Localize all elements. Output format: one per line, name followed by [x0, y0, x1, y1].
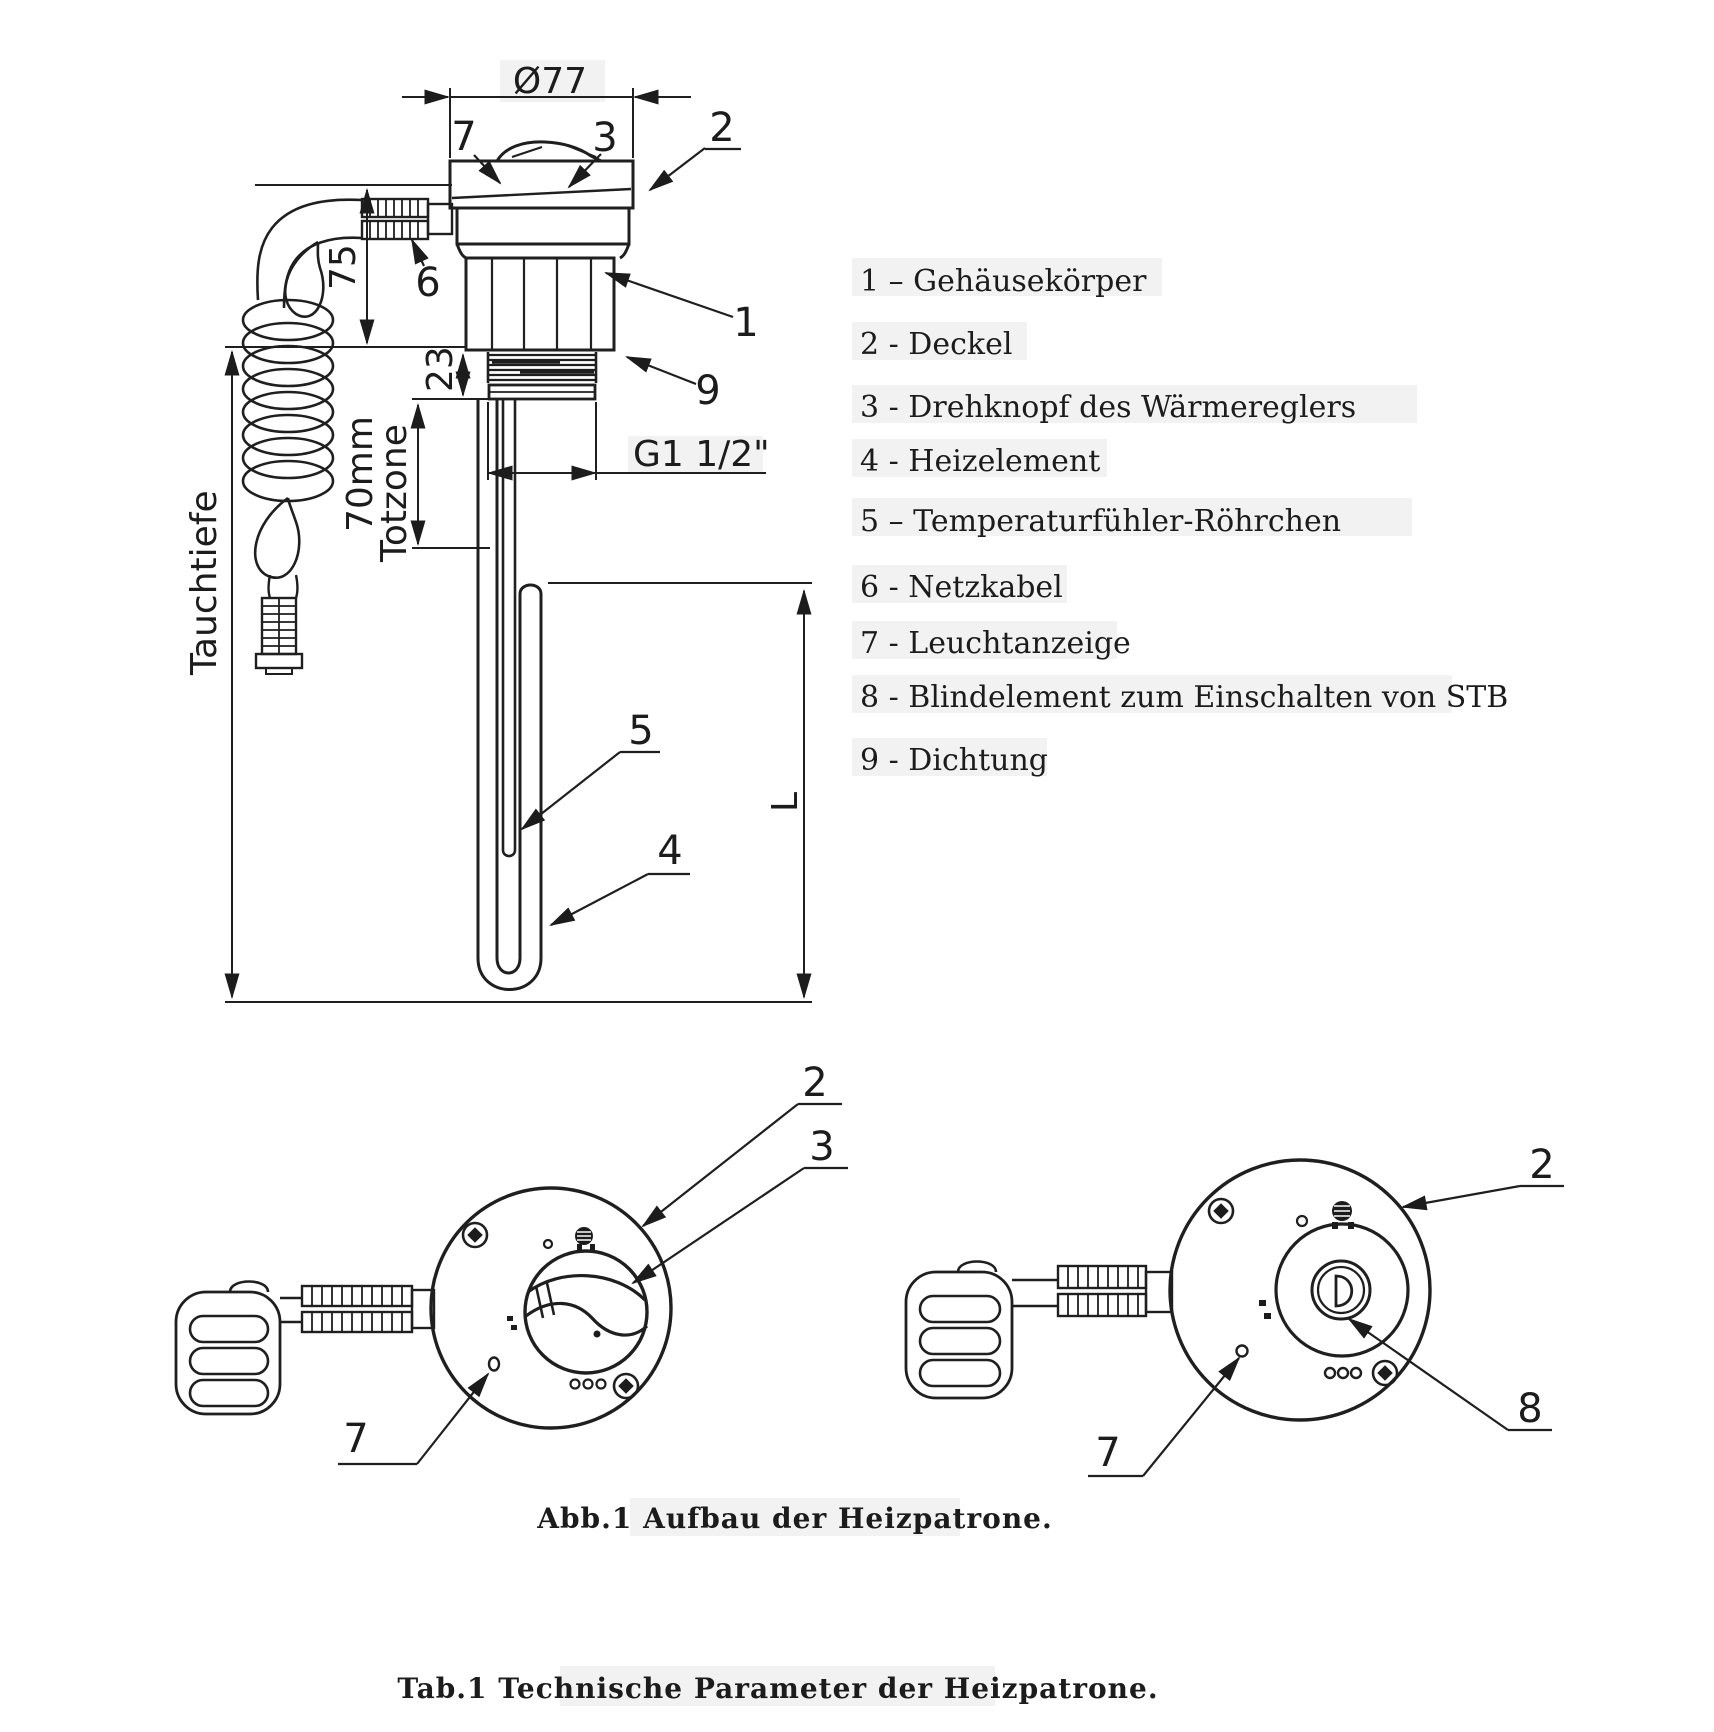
table-caption: Tab.1 Technische Parameter der Heizpatrone.: [397, 1672, 1159, 1705]
legend-item-1: 1 – Gehäusekörper: [860, 264, 1147, 299]
mold-mark: [544, 1240, 552, 1248]
svg-text:7: 7: [1095, 1430, 1121, 1476]
dim-thread-height: [420, 346, 463, 395]
svg-text:8: 8: [1517, 1386, 1543, 1432]
seal-gasket: [489, 385, 595, 399]
svg-text:7: 7: [451, 114, 477, 160]
legend-item-8: 8 - Blindelement zum Einschalten von STB: [860, 680, 1509, 715]
mains-plug-bottom-right: [906, 1262, 1012, 1399]
dim-label-totzone: Totzone: [374, 424, 415, 562]
mold-marks: [1259, 1300, 1271, 1319]
svg-text:6: 6: [415, 260, 441, 306]
legend-item-7: 7 - Leuchtanzeige: [860, 626, 1131, 661]
bottom-view-knob-removed: [906, 1142, 1564, 1476]
dim-dead-zone: [340, 399, 490, 563]
vent-dots: [1325, 1368, 1361, 1378]
callout-3-left-view: [633, 1124, 848, 1283]
cable-gland-bottom-right: [1012, 1266, 1172, 1316]
svg-text:1: 1: [733, 300, 759, 346]
d-shaft-hole: [1336, 1276, 1352, 1306]
svg-text:4: 4: [657, 828, 683, 874]
stb-stud: [575, 1227, 595, 1250]
dim-label-g112: G1 1/2": [633, 434, 770, 475]
legend-item-9: 9 - Dichtung: [860, 743, 1048, 778]
thermostat-shaft: [1312, 1261, 1370, 1319]
callout-6-main: [412, 240, 441, 306]
svg-text:9: 9: [695, 368, 721, 414]
legend-item-2: 2 - Deckel: [860, 327, 1013, 362]
legend-item-6: 6 - Netzkabel: [860, 570, 1063, 605]
scan-highlights: [500, 60, 1452, 1706]
dim-label-70mm: 70mm: [340, 416, 381, 532]
indicator-light: [489, 1358, 499, 1371]
callout-1-main: [606, 273, 759, 346]
svg-text:3: 3: [809, 1124, 835, 1170]
callout-2-main: [650, 105, 741, 190]
screw-icon: [1209, 1199, 1233, 1223]
bottom-view-with-knob: [176, 1060, 848, 1464]
pipe-thread: [488, 352, 596, 383]
svg-text:2: 2: [1529, 1142, 1555, 1188]
dim-label-75: 75: [323, 244, 364, 290]
dim-immersion-depth: [184, 347, 465, 997]
indicator-light: [1237, 1346, 1248, 1357]
housing-body: [457, 208, 629, 258]
callout-7-right-view: [1088, 1358, 1239, 1476]
control-knob: [526, 1276, 647, 1338]
svg-text:5: 5: [628, 708, 654, 754]
sensor-tube: [503, 399, 515, 856]
screw-icon: [463, 1223, 487, 1247]
callout-7-main: [451, 114, 500, 183]
thermostat-knob-side: [497, 142, 601, 161]
mold-mark: [1297, 1216, 1307, 1226]
heating-element-tube: [478, 399, 541, 990]
callout-8-right-view: [1349, 1319, 1552, 1432]
svg-text:2: 2: [802, 1060, 828, 1106]
dim-label-tauchtiefe: Tauchtiefe: [184, 490, 225, 675]
callout-4-main: [551, 828, 690, 925]
svg-text:7: 7: [343, 1416, 369, 1462]
cap-side: [450, 161, 633, 208]
dim-label-23: 23: [420, 346, 461, 392]
svg-text:2: 2: [709, 105, 735, 151]
callout-3-main: [569, 115, 618, 187]
svg-text:3: 3: [592, 115, 618, 161]
mains-plug-bottom-left: [176, 1282, 280, 1415]
legend-item-4: 4 - Heizelement: [860, 444, 1101, 479]
legend-item-5: 5 – Temperaturfühler-Röhrchen: [860, 504, 1342, 539]
cable-gland-bottom-left: [280, 1286, 434, 1332]
dim-label-length: L: [765, 791, 806, 812]
screw-icon: [614, 1374, 638, 1398]
mold-marks: [507, 1316, 517, 1330]
mains-plug-side: [256, 575, 302, 674]
legend-item-3: 3 - Drehknopf des Wärmereglers: [860, 390, 1357, 425]
callout-2-right-view: [1403, 1142, 1564, 1207]
cable-gland-side: [362, 199, 452, 239]
callout-5-main: [522, 708, 660, 829]
hex-nut: [466, 258, 614, 350]
knob-recess-circle: [1276, 1224, 1408, 1356]
callout-9-main: [627, 357, 721, 414]
callout-7-left-view: [338, 1374, 488, 1464]
screw-icon: [1373, 1361, 1397, 1385]
dim-label-diameter: Ø77: [512, 61, 588, 102]
figure-caption: Abb.1 Aufbau der Heizpatrone.: [537, 1502, 1053, 1535]
vent-dots: [571, 1380, 606, 1389]
cap-face-circle: [1170, 1160, 1430, 1420]
main-side-view: [184, 61, 812, 1002]
